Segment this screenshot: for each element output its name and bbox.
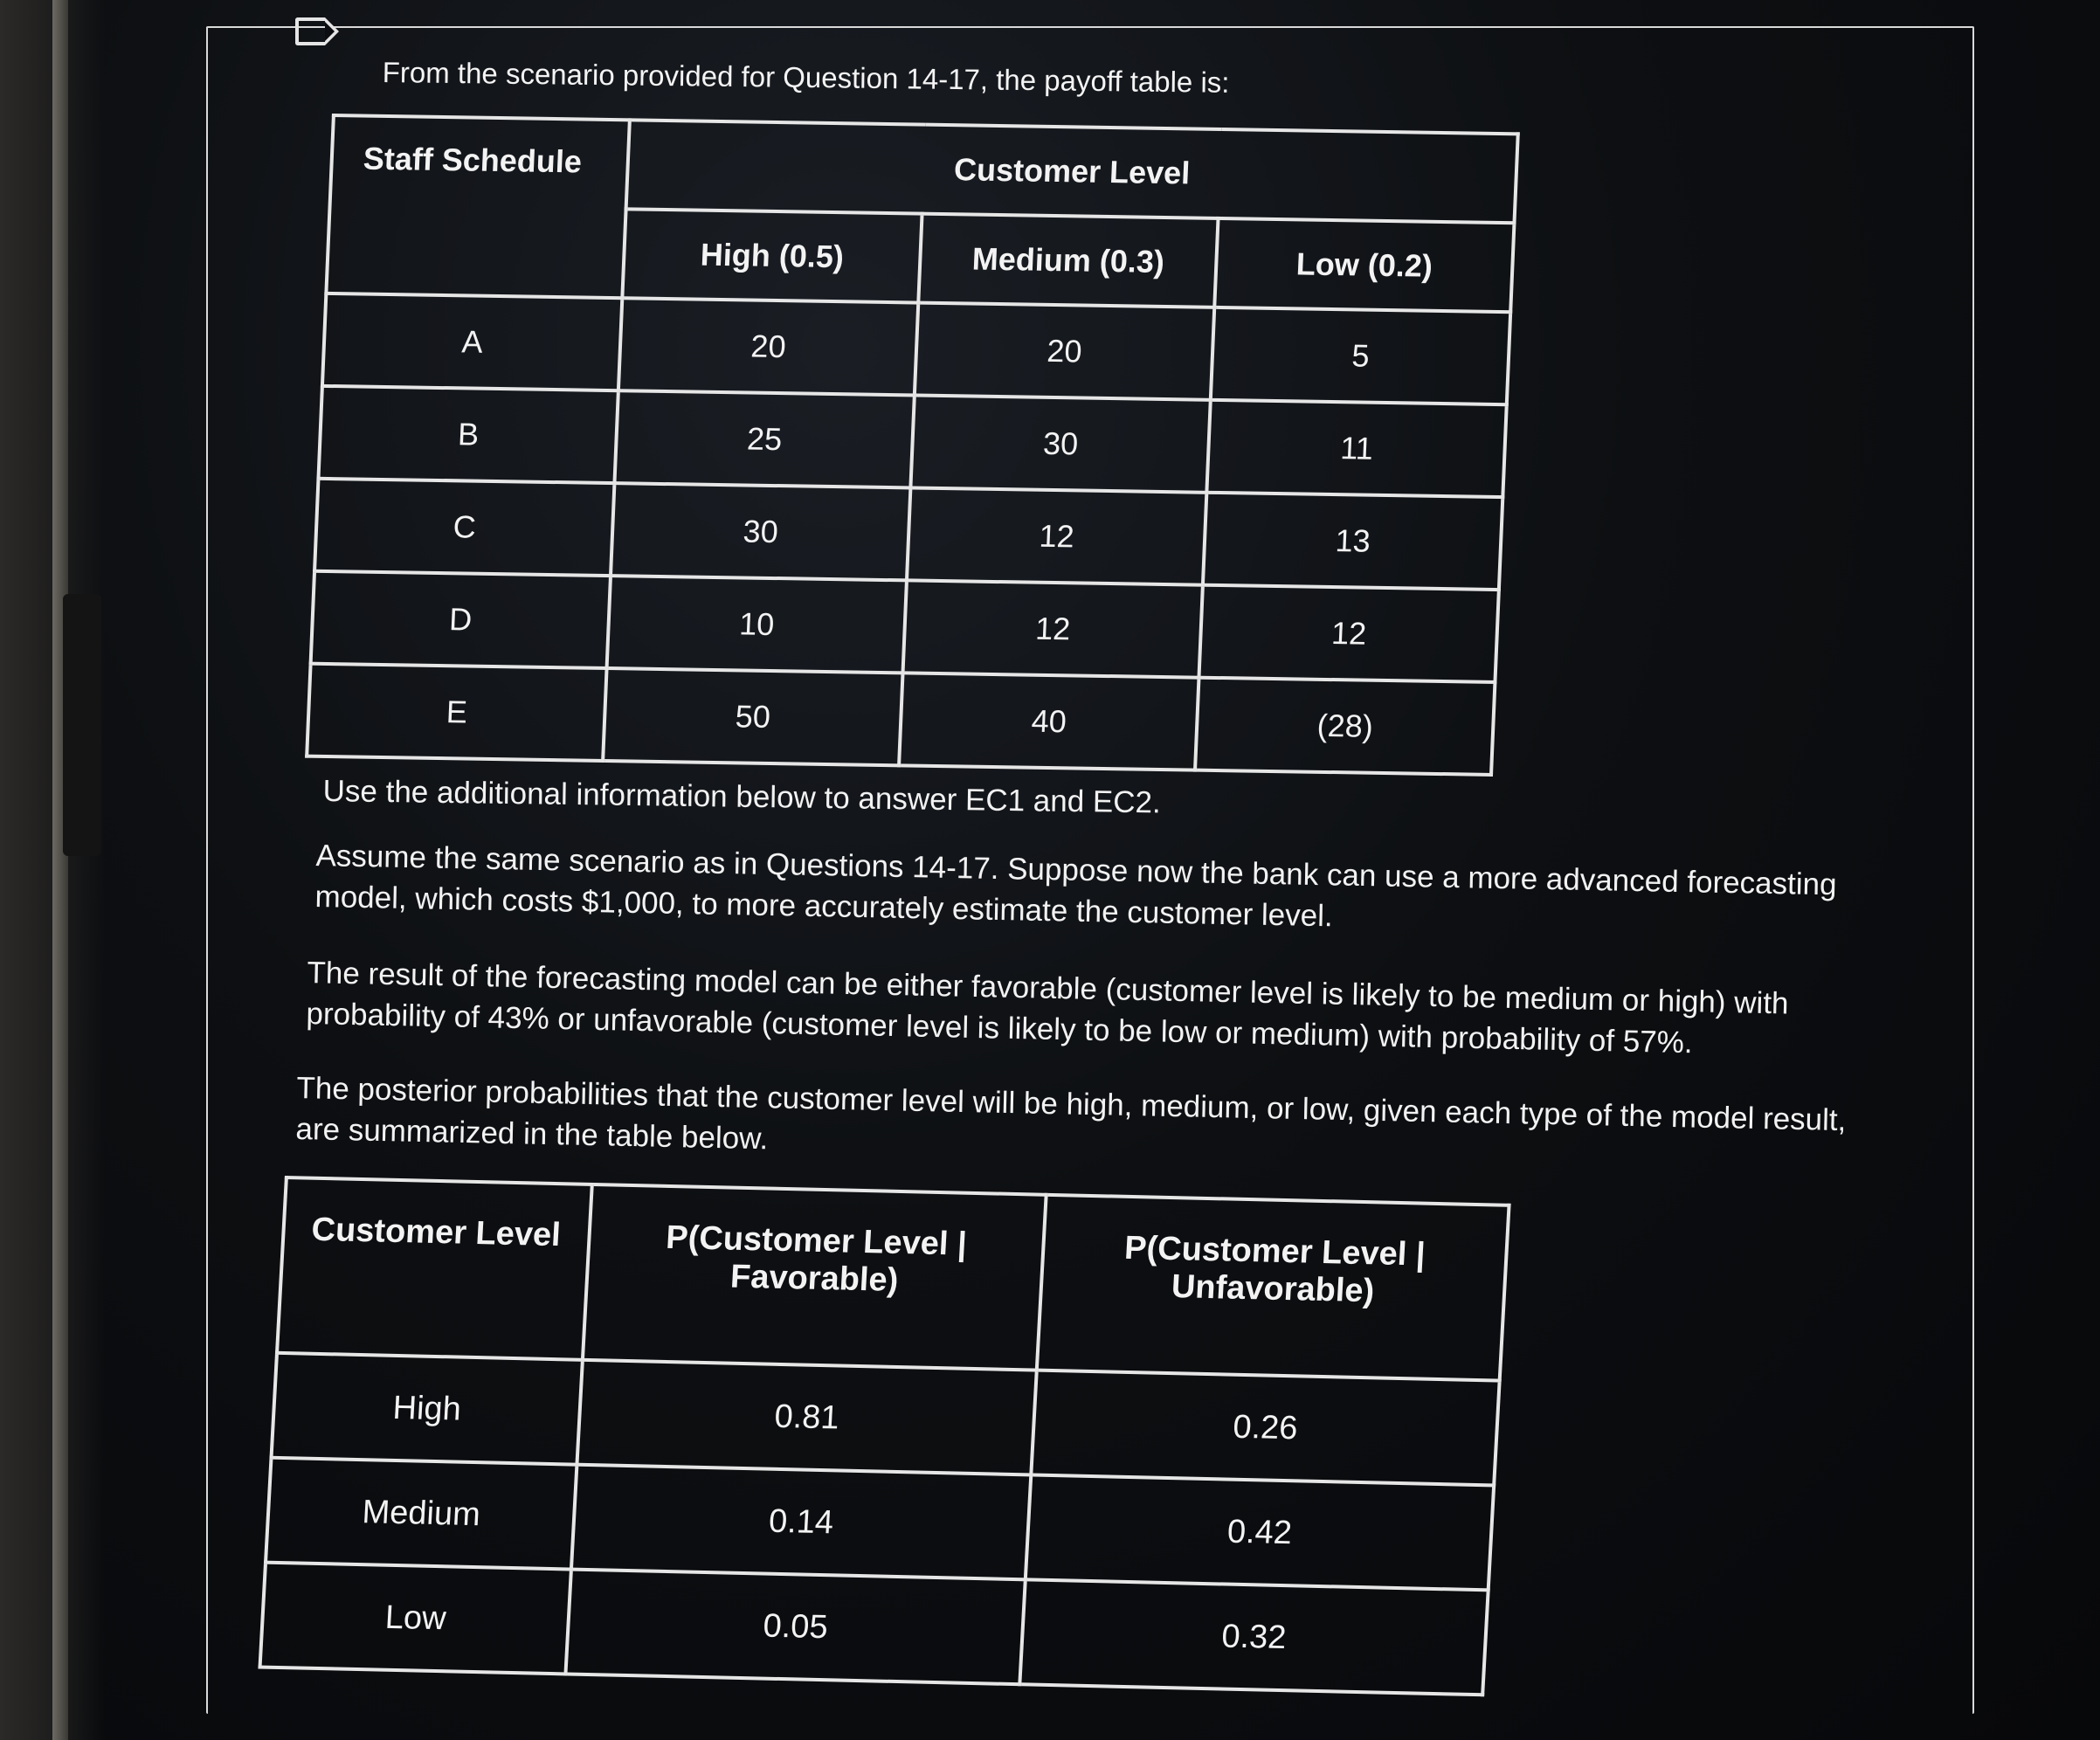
table-cell: 10 (607, 576, 907, 673)
favorable-column-header: P(Customer Level | Favorable) (583, 1184, 1047, 1371)
row-label: C (314, 479, 614, 576)
payoff-table (305, 114, 1520, 777)
unfavorable-column-header: P(Customer Level | Unfavorable) (1037, 1195, 1509, 1381)
table-row (314, 479, 1502, 590)
table-cell: 20 (618, 298, 918, 395)
row-label: A (322, 293, 622, 390)
table-cell: 0.14 (571, 1465, 1031, 1580)
column-high: High (0.5) (622, 209, 922, 302)
table-cell: 25 (614, 390, 914, 487)
table-cell: 5 (1211, 307, 1510, 404)
intro-text: From the scenario provided for Question 14-17, the payoff table is: (382, 56, 1230, 99)
table-cell: 12 (1199, 585, 1498, 682)
table-cell: 30 (910, 396, 1210, 493)
column-medium: Medium (0.3) (918, 214, 1218, 307)
table-cell: 0.81 (577, 1360, 1036, 1475)
table-cell: 20 (915, 303, 1214, 400)
row-label: Low (260, 1563, 571, 1674)
table-cell: (28) (1195, 678, 1495, 775)
row-label: Medium (266, 1458, 577, 1570)
row-label: High (272, 1353, 583, 1465)
instruction-text: Use the additional information below to answer EC1 and EC2. (322, 773, 1162, 820)
posterior-header-row (277, 1177, 1509, 1381)
table-cell: 0.42 (1026, 1474, 1494, 1590)
posterior-table (258, 1176, 1510, 1696)
table-cell: 12 (907, 487, 1206, 584)
table-row (322, 293, 1510, 404)
table-cell: 13 (1203, 493, 1502, 590)
row-label: D (311, 571, 611, 668)
table-cell: 50 (603, 668, 902, 765)
table-cell: 0.26 (1031, 1371, 1499, 1486)
scenario-paragraph: Assume the same scenario as in Questions 14-17. Suppose now the bank can use a more advanced forecasting model, which costs $1,000, to more accurately estimate the customer level. (314, 838, 1837, 934)
payoff-header-row (330, 115, 1518, 223)
table-cell: 30 (611, 483, 910, 580)
table-cell: 40 (899, 673, 1199, 770)
row-label: B (318, 386, 618, 483)
table-cell: 0.05 (565, 1570, 1025, 1685)
row-label: E (307, 664, 606, 761)
table-row (307, 664, 1495, 775)
customer-level-header: Customer Level (626, 120, 1518, 223)
table-cell: 0.32 (1019, 1579, 1488, 1695)
column-low: Low (0.2) (1214, 218, 1514, 312)
staff-schedule-header: Staff Schedule (326, 115, 630, 298)
customer-level-column-header: Customer Level (277, 1177, 592, 1360)
table-cell: 12 (903, 580, 1203, 677)
table-cell: 11 (1206, 400, 1506, 497)
posterior-intro-paragraph: The posterior probabilities that the customer level will be high, medium, or low, given each type of the model result, are summarized in the table below. (295, 1070, 1847, 1157)
forecast-result-paragraph: The result of the forecasting model can be either favorable (customer level is likely to be medium or high) with probability of 43% or unfavorable (customer level is likely to be low or medium) with probability of 57%. (306, 955, 1789, 1060)
